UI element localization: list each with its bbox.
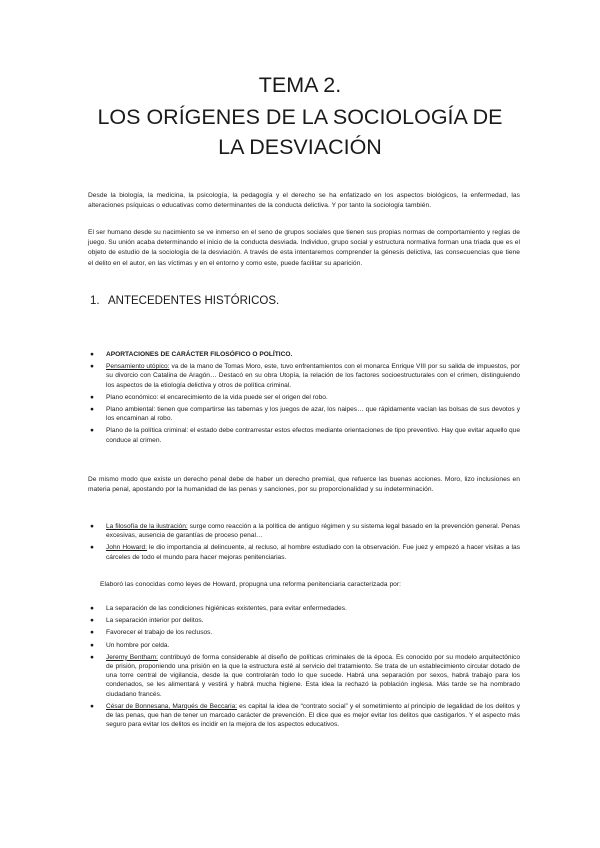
list-item-lead: César de Bonnesana, Marqués de Beccaria: bbox=[106, 702, 238, 710]
bullet-icon: ● bbox=[90, 351, 94, 358]
list-item bbox=[88, 522, 520, 540]
bullet-icon: ● bbox=[90, 544, 94, 552]
list-item-text: Plano económico: el encarecimiento de la vida puede ser el origen del robo. bbox=[106, 393, 328, 401]
list-item-text: va de la mano de Tomas Moro, este, tuvo enfrentamientos con el monarca Enrique VIII por su salida de impuestos, por su divorcio con Catalina de Aragón… Destacó en su obra Utopía, la relación de los factores socioestructurales con el crimen, distinguiendo los aspectos de la etiología delictiva y otros de política criminal. bbox=[106, 363, 520, 389]
list-item bbox=[88, 543, 520, 561]
intro-paragraph-2: El ser humano desde su nacimiento se ve inmerso en el seno de grupos sociales que tienen sus propias normas de comportamiento y reglas de juego. Su unión acaba determinando el inicio de la conducta desviada. Individuo, grupo social y estructura normativa forman una triada que es el objeto de estudio de la sociología de la desviación. A través de esta intentaremos comprender la génesis delictiva, las consecuencias que tiene el delito en el autor, en las víctimas y en el entorno y como este, puede facilitar su aparición. bbox=[88, 229, 520, 267]
section-heading bbox=[90, 294, 279, 308]
list-item-text: contribuyó de forma considerable al diseño de políticas criminales de la época. Es conocido por su modelo arquitectónico de prisión, proponiendo una prisión en la que la estructura esté al servicio del tratamiento. Se trata de un establecimiento circular dotado de una torre central de vigilancia, desde la que controlarán todo lo que sucede. Habrá una separación por sexos, habrá trabajo para los condenados, se les alimentará y vestirá y habrá mucha higiene. Esta idea la rechazó la población inglesa. Más tarde se ha nombrado ciudadano francés. bbox=[106, 653, 521, 698]
list-item-lead: Jeremy Bentham: bbox=[106, 653, 158, 661]
list-item bbox=[88, 616, 520, 625]
bullet-icon: ● bbox=[90, 406, 94, 414]
list-item bbox=[88, 628, 520, 637]
document-title-line-2: LOS ORÍGENES DE LA SOCIOLOGÍA DE bbox=[97, 105, 503, 129]
bullet-icon: ● bbox=[90, 653, 94, 661]
list-item-text: La separación de las condiciones higiénicas existentes, para evitar enfermedades. bbox=[106, 605, 347, 612]
list-item-text: Favorecer el trabajo de los reclusos. bbox=[106, 629, 213, 637]
bullet-list-contributions bbox=[88, 350, 520, 448]
bullet-icon: ● bbox=[90, 427, 94, 435]
section-number: 1. bbox=[90, 295, 100, 307]
bullet-icon: ● bbox=[90, 641, 94, 649]
list-item-text: Un hombre por celda. bbox=[106, 641, 170, 649]
document-title-line-1: TEMA 2. bbox=[258, 73, 342, 97]
bullet-icon: ● bbox=[90, 629, 94, 637]
bullet-icon: ● bbox=[90, 393, 94, 401]
bullet-icon: ● bbox=[90, 523, 94, 530]
list-item bbox=[88, 641, 520, 650]
bullet-icon: ● bbox=[90, 605, 94, 612]
list-item-lead: Pensamiento utópico: bbox=[106, 363, 170, 371]
list-item bbox=[88, 393, 520, 402]
bullet-list-reforma bbox=[88, 604, 520, 732]
paragraph-leyes-howard: Elaboró las conocidas como leyes de Howard, propugna una reforma penitenciaria caracterizada por: bbox=[100, 581, 402, 588]
list-item-lead: La filosofía de la ilustración: bbox=[106, 523, 188, 530]
list-item-text: surge como reacción a la política de antiguo régimen y su sistema legal basado en la prevención general. Penas excesivas, ausencia de garantías de proceso penal… bbox=[106, 523, 520, 540]
list-item bbox=[88, 362, 520, 390]
list-item bbox=[88, 653, 520, 699]
list-item bbox=[88, 405, 520, 423]
paragraph-derecho-premial: De mismo modo que existe un derecho penal debe de haber un derecho premial, que refuerce las buenas acciones. Moro, lizo inclusiones en materia penal, apostando por la humanidad de las penas y sanciones, por su proporcionalidad y su indeterminación. bbox=[88, 476, 520, 494]
list-item bbox=[88, 604, 520, 613]
list-item-text: La separación interior por delitos. bbox=[106, 617, 204, 625]
list-item-text: Plano ambiental: tienen que compartirse las tabernas y los juegos de azar, los naipes… que rápidamente vacían las bolsas de sus devotos y los encaminan al robo. bbox=[106, 406, 520, 423]
list-item-lead: John Howard: bbox=[106, 544, 147, 552]
list-item-lead: APORTACIONES DE CARÁCTER FILOSÓFICO O POLÍTICO. bbox=[106, 351, 293, 358]
document-title-line-3: LA DESVIACIÓN bbox=[218, 135, 382, 159]
list-item bbox=[88, 350, 520, 359]
list-item-text: le dio importancia al delincuente, al recluso, al hombre estudiado con la observación. Fue juez y empezó a hacer visitas a las cárceles de todo el mundo para hacer mejoras penitenciarias. bbox=[106, 544, 520, 561]
list-item-text: Plano de la política criminal: el estado debe contrarrestar estos efectos mediante orientaciones de tipo preventivo. Hay que evitar aquello que conduce al crimen. bbox=[106, 427, 520, 444]
intro-paragraph-1: Desde la biología, la medicina, la psicología, la pedagogía y el derecho se ha enfatizado en los aspectos biológicos, la enfermedad, las alteraciones psíquicas o educativas como determinantes de la conducta delictiva. Y por tanto la sociología también. bbox=[88, 192, 520, 210]
list-item-text: es capital la idea de “contrato social” y el sometimiento al principio de legalidad de los delitos y de las penas, que han de tener un marcado carácter de prevención. El dice que es mejor evitar los delitos que castigarlos. Y el aspecto más seguro para evitar los delitos es incidir en la mejora de los aspectos educativos. bbox=[106, 702, 520, 729]
list-item bbox=[88, 702, 520, 730]
bullet-icon: ● bbox=[90, 702, 94, 710]
bullet-icon: ● bbox=[90, 363, 94, 371]
section-title: ANTECEDENTES HISTÓRICOS. bbox=[108, 295, 280, 307]
list-item bbox=[88, 426, 520, 444]
bullet-icon: ● bbox=[90, 617, 94, 625]
bullet-list-ilustracion bbox=[88, 522, 520, 565]
